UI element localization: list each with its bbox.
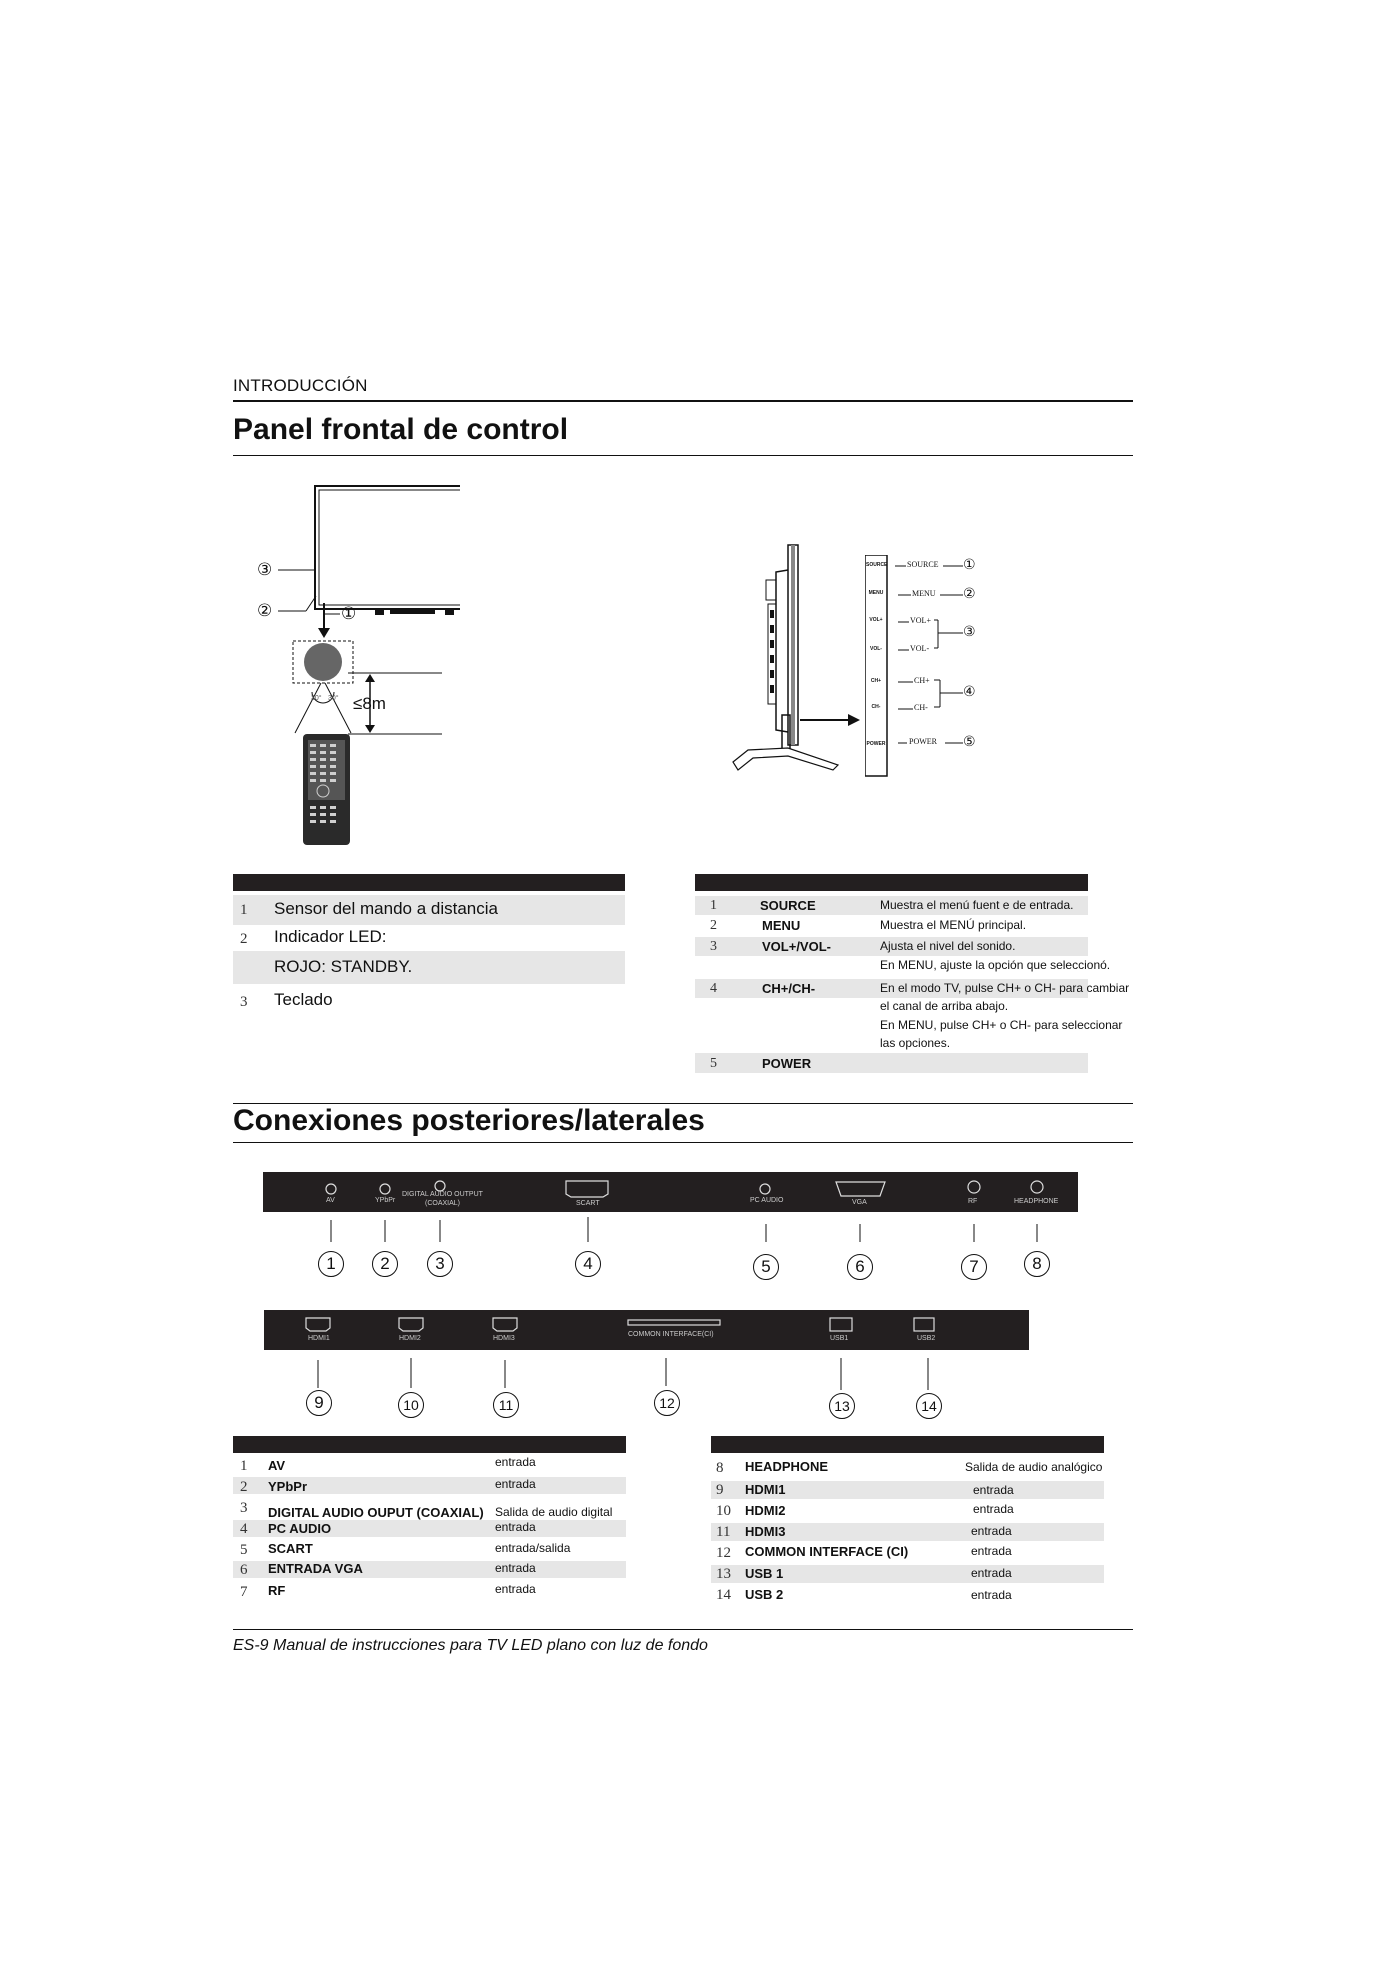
front-right-num-4: 4 — [710, 981, 717, 996]
port-label-digital-audio: DIGITAL AUDIO OUTPUT — [402, 1191, 483, 1198]
front-right-desc-3a: Ajusta el nivel del sonido. — [880, 939, 1016, 953]
angle-label-left: 30° — [311, 695, 322, 702]
conn-right-desc-11: entrada — [971, 1524, 1012, 1538]
conn-callout-5: 5 — [753, 1254, 779, 1280]
side-label-chdown: CH- — [914, 703, 928, 712]
angle-label-right: 30° — [328, 695, 339, 702]
side-label-volup: VOL+ — [910, 616, 931, 625]
front-right-desc-4d: las opciones. — [880, 1036, 951, 1050]
rear-panel-2-ports — [264, 1310, 1029, 1350]
side-label-source: SOURCE — [907, 560, 939, 569]
port-label-pc-audio: PC AUDIO — [750, 1197, 784, 1204]
conn-right-name-9: HDMI1 — [745, 1482, 786, 1497]
strip-button-source: SOURCE — [866, 562, 888, 568]
conn-left-desc-6: entrada — [495, 1561, 536, 1575]
front-right-num-5: 5 — [710, 1056, 717, 1071]
side-callout-4: ④ — [963, 684, 976, 700]
conn-right-num-9: 9 — [716, 1482, 724, 1498]
strip-button-chup: CH+ — [870, 678, 882, 684]
conn-left-num-5: 5 — [240, 1542, 248, 1558]
conn-callout-14: 14 — [916, 1393, 942, 1419]
front-callout-1: ① — [341, 604, 357, 624]
front-right-num-3: 3 — [710, 939, 717, 954]
conn-left-name-2: YPbPr — [268, 1479, 308, 1494]
front-right-name-3: VOL+/VOL- — [762, 939, 831, 954]
conn-right-name-12: COMMON INTERFACE (CI) — [745, 1544, 909, 1559]
connections-title: Conexiones posteriores/laterales — [233, 1104, 705, 1137]
page-footer: ES-9 Manual de instrucciones para TV LED plano con luz de fondo — [233, 1637, 708, 1654]
conn-left-name-7: RF — [268, 1583, 286, 1598]
conn-left-name-1: AV — [268, 1458, 286, 1473]
conn-right-name-14: USB 2 — [745, 1587, 784, 1602]
title-rule — [233, 455, 1133, 456]
front-right-num-2: 2 — [710, 918, 717, 933]
rear-panel-2-leaders — [264, 1350, 1029, 1390]
conn-left-desc-7: entrada — [495, 1582, 536, 1596]
conn-callout-7: 7 — [961, 1254, 987, 1280]
front-right-desc-4a: En el modo TV, pulse CH+ o CH- para cambiar — [880, 981, 1130, 995]
conn-callout-8: 8 — [1024, 1251, 1050, 1277]
conn-right-table-header — [711, 1436, 1104, 1453]
side-callout-1: ① — [963, 557, 976, 573]
front-right-table-header — [695, 874, 1088, 891]
front-left-num-1: 1 — [240, 902, 248, 918]
tv-front-diagram-detail — [240, 478, 460, 856]
front-right-name-1: SOURCE — [760, 898, 816, 913]
strip-button-volup: VOL+ — [869, 617, 883, 623]
conn-right-desc-8: Salida de audio analógico — [965, 1460, 1103, 1474]
conn-right-name-13: USB 1 — [745, 1566, 784, 1581]
conn-callout-11: 11 — [493, 1392, 519, 1418]
front-right-desc-2: Muestra el MENÚ principal. — [880, 918, 1027, 932]
conn-left-name-6: ENTRADA VGA — [268, 1561, 363, 1576]
conn-callout-2: 2 — [372, 1251, 398, 1277]
conn-right-desc-12: entrada — [971, 1544, 1012, 1558]
conn-right-name-10: HDMI2 — [745, 1503, 786, 1518]
front-right-num-1: 1 — [710, 898, 717, 913]
port-label-rf: RF — [968, 1198, 978, 1205]
side-callout-3: ③ — [963, 624, 976, 640]
conn-right-num-12: 12 — [716, 1545, 731, 1561]
footer-rule — [233, 1629, 1133, 1630]
front-right-desc-3b: En MENU, ajuste la opción que seleccionó. — [880, 958, 1111, 972]
front-left-table-header — [233, 874, 625, 891]
front-right-desc-4b: el canal de arriba abajo. — [880, 999, 1009, 1013]
front-right-name-5: POWER — [762, 1056, 812, 1071]
front-left-text-2: Indicador LED: — [274, 927, 387, 946]
front-right-desc-4c: En MENU, pulse CH+ o CH- para seleccionar — [880, 1018, 1123, 1032]
conn-right-num-8: 8 — [716, 1460, 724, 1476]
strip-button-voldown: VOL- — [870, 646, 882, 652]
conn-right-num-11: 11 — [716, 1524, 731, 1540]
strip-button-power: POWER — [866, 741, 886, 747]
side-callout-5: ⑤ — [963, 734, 976, 750]
range-label: ≤8m — [353, 694, 386, 713]
port-label-ci: COMMON INTERFACE(CI) — [628, 1331, 714, 1338]
port-label-scart: SCART — [576, 1200, 600, 1207]
port-label-hdmi1: HDMI1 — [308, 1335, 330, 1342]
conn-left-num-4: 4 — [240, 1521, 248, 1537]
conn-callout-12: 12 — [654, 1390, 680, 1416]
conn-callout-6: 6 — [847, 1254, 873, 1280]
front-left-num-2: 2 — [240, 931, 248, 947]
front-left-text-4: Teclado — [274, 990, 333, 1009]
conn-left-desc-2: entrada — [495, 1477, 536, 1491]
side-callout-2: ② — [963, 586, 976, 602]
conn-left-num-1: 1 — [240, 1458, 248, 1474]
tv-side-diagram — [728, 540, 888, 775]
front-left-text-3: ROJO: STANDBY. — [274, 957, 413, 976]
conn-right-desc-13: entrada — [971, 1566, 1012, 1580]
rear-panel-1-leaders — [263, 1212, 1078, 1242]
conn-left-num-3: 3 — [240, 1500, 248, 1516]
conn-left-name-4: PC AUDIO — [268, 1521, 332, 1536]
port-label-usb1: USB1 — [830, 1335, 849, 1342]
strip-button-chdown: CH- — [871, 704, 881, 710]
front-callout-3: ③ — [257, 560, 273, 580]
port-label-usb2: USB2 — [917, 1335, 936, 1342]
conn-right-desc-9: entrada — [973, 1483, 1014, 1497]
conn-left-name-5: SCART — [268, 1541, 313, 1556]
conn-callout-9: 9 — [306, 1390, 332, 1416]
front-left-num-4: 3 — [240, 994, 248, 1010]
conn-right-num-14: 14 — [716, 1587, 731, 1603]
port-label-headphone: HEADPHONE — [1014, 1198, 1059, 1205]
conn-left-num-7: 7 — [240, 1584, 248, 1600]
side-label-lines — [890, 555, 1000, 780]
port-label-av: AV — [326, 1197, 335, 1204]
section-label: INTRODUCCIÓN — [233, 376, 368, 395]
connections-bottom-rule — [233, 1142, 1133, 1143]
conn-right-desc-14: entrada — [971, 1588, 1012, 1602]
conn-left-desc-4: entrada — [495, 1520, 536, 1534]
side-label-voldown: VOL- — [910, 644, 930, 653]
side-label-power: POWER — [909, 737, 937, 746]
conn-left-name-3: DIGITAL AUDIO OUPUT (COAXIAL) — [268, 1505, 484, 1520]
conn-callout-1: 1 — [318, 1251, 344, 1277]
conn-right-num-10: 10 — [716, 1503, 731, 1519]
port-label-vga: VGA — [852, 1199, 867, 1206]
conn-right-name-11: HDMI3 — [745, 1524, 786, 1539]
port-label-hdmi3: HDMI3 — [493, 1335, 515, 1342]
strip-button-menu: MENU — [868, 590, 884, 596]
front-right-desc-1: Muestra el menú fuent e de entrada. — [880, 898, 1074, 912]
conn-callout-3: 3 — [427, 1251, 453, 1277]
front-panel-title: Panel frontal de control — [233, 413, 569, 446]
front-right-name-2: MENU — [762, 918, 801, 933]
conn-callout-10: 10 — [398, 1392, 424, 1418]
conn-left-desc-1: entrada — [495, 1455, 536, 1469]
side-label-chup: CH+ — [914, 676, 930, 685]
conn-right-desc-10: entrada — [973, 1502, 1014, 1516]
side-label-menu: MENU — [912, 589, 936, 598]
conn-callout-13: 13 — [829, 1393, 855, 1419]
conn-left-num-6: 6 — [240, 1562, 248, 1578]
conn-right-num-13: 13 — [716, 1566, 731, 1582]
front-right-name-4: CH+/CH- — [762, 981, 816, 996]
front-left-text-1: Sensor del mando a distancia — [274, 899, 498, 918]
rear-panel-1-ports — [263, 1172, 1078, 1212]
conn-left-num-2: 2 — [240, 1479, 248, 1495]
header-rule — [233, 400, 1133, 402]
front-right-row-shade-5 — [695, 1053, 1088, 1073]
port-label-coaxial: (COAXIAL) — [425, 1200, 461, 1207]
front-callout-2: ② — [257, 601, 273, 621]
conn-left-desc-3: Salida de audio digital — [495, 1505, 613, 1519]
port-label-hdmi2: HDMI2 — [399, 1335, 421, 1342]
conn-left-table-header — [233, 1436, 626, 1453]
conn-callout-4: 4 — [575, 1251, 601, 1277]
conn-left-desc-5: entrada/salida — [495, 1541, 571, 1555]
port-label-ypbpr: YPbPr — [375, 1197, 396, 1204]
conn-right-name-8: HEADPHONE — [745, 1459, 829, 1474]
